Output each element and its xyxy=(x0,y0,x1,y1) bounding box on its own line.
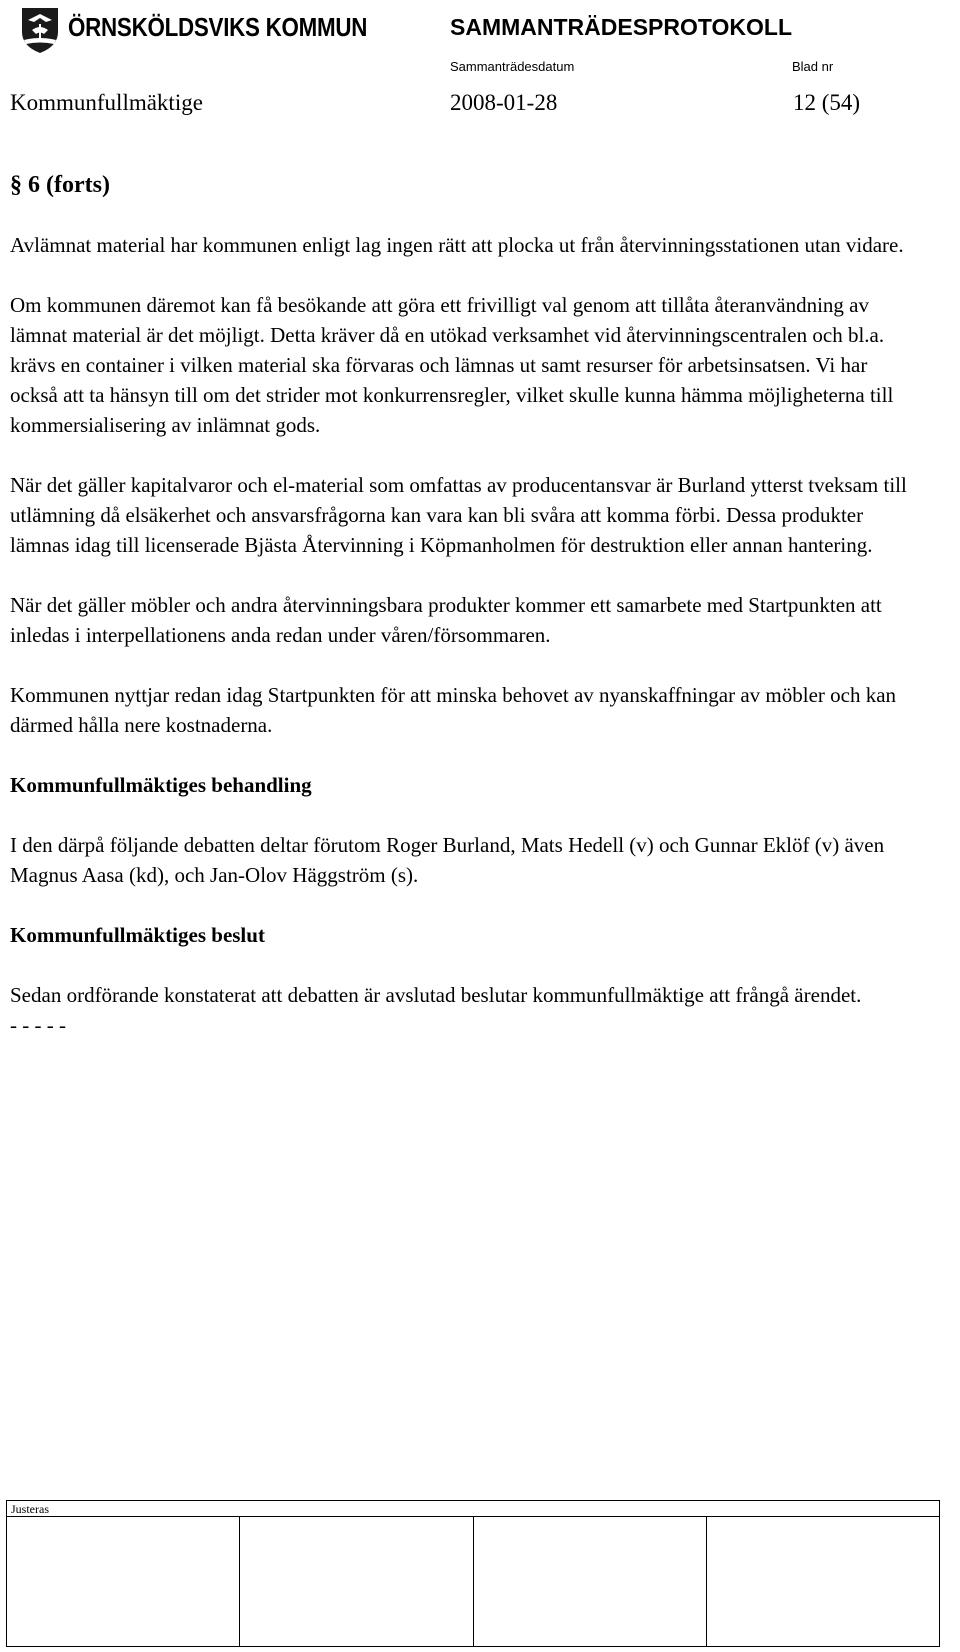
paragraph: Avlämnat material har kommunen enligt lag ingen rätt att plocka ut från återvinningsstationen utan vidare. xyxy=(10,233,904,257)
signature-cell xyxy=(7,1517,240,1647)
signature-cell xyxy=(240,1517,473,1647)
treatment-heading: Kommunfullmäktiges behandling xyxy=(10,773,312,797)
paragraph: När det gäller kapitalvaror och el-material som omfattas av producentansvar är Burland ytterst tveksam till utlämning då elsäkerhet och ansvarsfrågorna kan vara kan bli svåra att komma förbi. Dessa produkter lämnas idag till licenserade Bjästa Återvinning i Köpmanholmen för destruktion eller annan hantering. xyxy=(10,473,907,557)
organization-name: ÖRNSKÖLDSVIKS KOMMUN xyxy=(68,12,368,42)
treatment-paragraph: I den därpå följande debatten deltar förutom Roger Burland, Mats Hedell (v) och Gunnar Eklöf (v) även Magnus Aasa (kd), och Jan-Olov Häggström (s). xyxy=(10,833,885,887)
signature-row xyxy=(7,1516,939,1647)
justification-label: Justeras xyxy=(11,1502,49,1516)
decision-heading: Kommunfullmäktiges beslut xyxy=(10,923,265,947)
section-title: § 6 (forts) xyxy=(10,172,110,198)
signature-cell xyxy=(474,1517,707,1647)
council-name: Kommunfullmäktige xyxy=(10,90,203,115)
paragraph: Kommunen nyttjar redan idag Startpunkten för att minska behovet av nyanskaffningar av möbler och kan därmed hålla nere kostnaderna. xyxy=(10,683,897,737)
meeting-date-label: Sammanträdesdatum xyxy=(450,59,575,74)
paragraph: När det gäller möbler och andra återvinningsbara produkter kommer ett samarbete med Startpunkten att inledas i interpellationens anda redan under våren/försommaren. xyxy=(10,593,882,647)
meeting-date: 2008-01-28 xyxy=(450,90,558,115)
paragraph: Om kommunen däremot kan få besökande att göra ett frivilligt val genom att tillåta återanvändning av lämnat material är det möjligt. Detta kräver då en utökad verksamhet vid återvinningscentralen och bl.a. krävs en container i vilken material ska förvaras och lämnas ut samt resurser för arbetsinsatsen. Vi har också att ta hänsyn till om det strider mot konkurrensregler, vilket skulle kunna hämma möjligheterna till kommersialisering av inlämnat gods. xyxy=(10,293,894,437)
document-title: SAMMANTRÄDESPROTOKOLL xyxy=(450,14,793,40)
page-number-label: Blad nr xyxy=(792,59,834,74)
page-number: 12 (54) xyxy=(793,90,861,115)
municipality-logo xyxy=(18,6,62,54)
decision-paragraph: Sedan ordförande konstaterat att debatten är avslutad beslutar kommunfullmäktige att frångå ärendet. xyxy=(10,983,862,1007)
signature-table xyxy=(6,1500,940,1647)
end-marker: - - - - - xyxy=(10,1013,66,1037)
signature-cell xyxy=(707,1517,939,1647)
document-body xyxy=(10,170,915,1040)
